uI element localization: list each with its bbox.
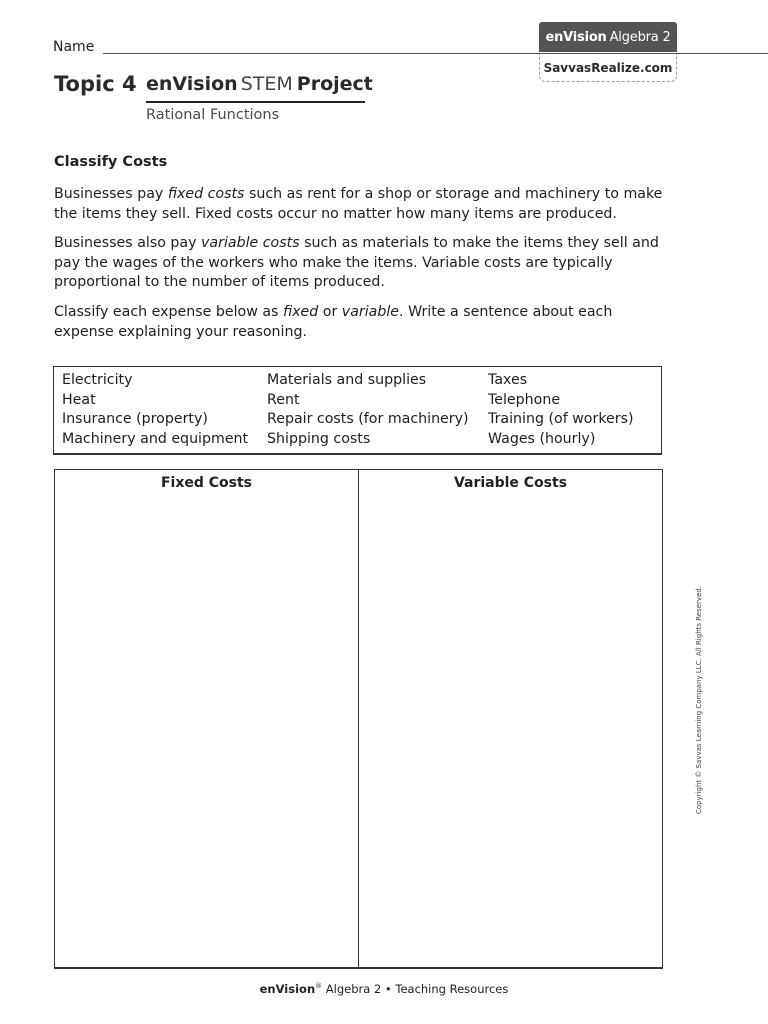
copyright-notice: Copyright © Savvas Learning Company LLC. All Rights Reserved. (695, 585, 703, 815)
realize-link[interactable]: SavvasRealize.com (539, 54, 677, 82)
project-heading (146, 73, 373, 95)
brand-course: Algebra 2 (609, 29, 671, 45)
footer-text: Algebra 2 • Teaching Resources (322, 982, 509, 996)
page-footer (0, 982, 768, 996)
expense-item: Taxes (488, 372, 528, 388)
expense-item: Telephone (488, 391, 561, 408)
expense-item: Heat (62, 391, 96, 408)
expense-item: Repair costs (for machinery) (267, 411, 469, 427)
expense-item: Materials and supplies (267, 372, 427, 388)
paragraph-fixed-costs: Businesses pay fixed costs such as rent for a shop or storage and machinery to make the items they sell. Fixed costs occur no matter how many items are produced. (54, 186, 663, 222)
paragraph-instructions: Classify each expense below as fixed or variable. Write a sentence about each expense explaining your reasoning. (54, 304, 613, 340)
expense-item: Machinery and equipment (62, 430, 249, 447)
expense-column-3 (488, 371, 634, 449)
expense-column-1 (62, 371, 248, 449)
expense-item: Wages (hourly) (488, 430, 596, 447)
expense-item: Training (of workers) (488, 411, 634, 427)
project-stem: STEM (240, 73, 293, 95)
topic-label: Topic 4 (54, 72, 137, 96)
footer-brand: enVision (259, 982, 316, 996)
project-word: Project (296, 73, 373, 95)
variable-costs-header: Variable Costs (453, 475, 568, 491)
variable-costs-answer-area[interactable] (360, 500, 660, 967)
name-label: Name (53, 39, 95, 55)
registered-mark: ® (315, 982, 323, 991)
page-subtitle: Rational Functions (146, 107, 280, 123)
fixed-costs-header: Fixed Costs (160, 475, 253, 491)
heading-rule (146, 101, 365, 103)
column-divider (358, 470, 359, 967)
expense-list-box (53, 366, 662, 455)
paragraph-variable-costs: Businesses also pay variable costs such as materials to make the items they sell and pay the wages of the workers who make the items. Variable costs are typically proportional to the number of items produced. (54, 235, 659, 290)
brand-logo (539, 22, 677, 52)
costs-table (54, 469, 663, 969)
fixed-costs-answer-area[interactable] (55, 500, 355, 967)
expense-column-2 (267, 371, 469, 449)
expense-item: Electricity (62, 372, 133, 388)
project-envision: enVision (146, 73, 238, 95)
expense-item: Shipping costs (267, 430, 371, 447)
brand-envision: enVision (545, 29, 607, 45)
section-title: Classify Costs (54, 154, 168, 170)
expense-item: Insurance (property) (62, 411, 208, 427)
expense-item: Rent (267, 391, 300, 408)
